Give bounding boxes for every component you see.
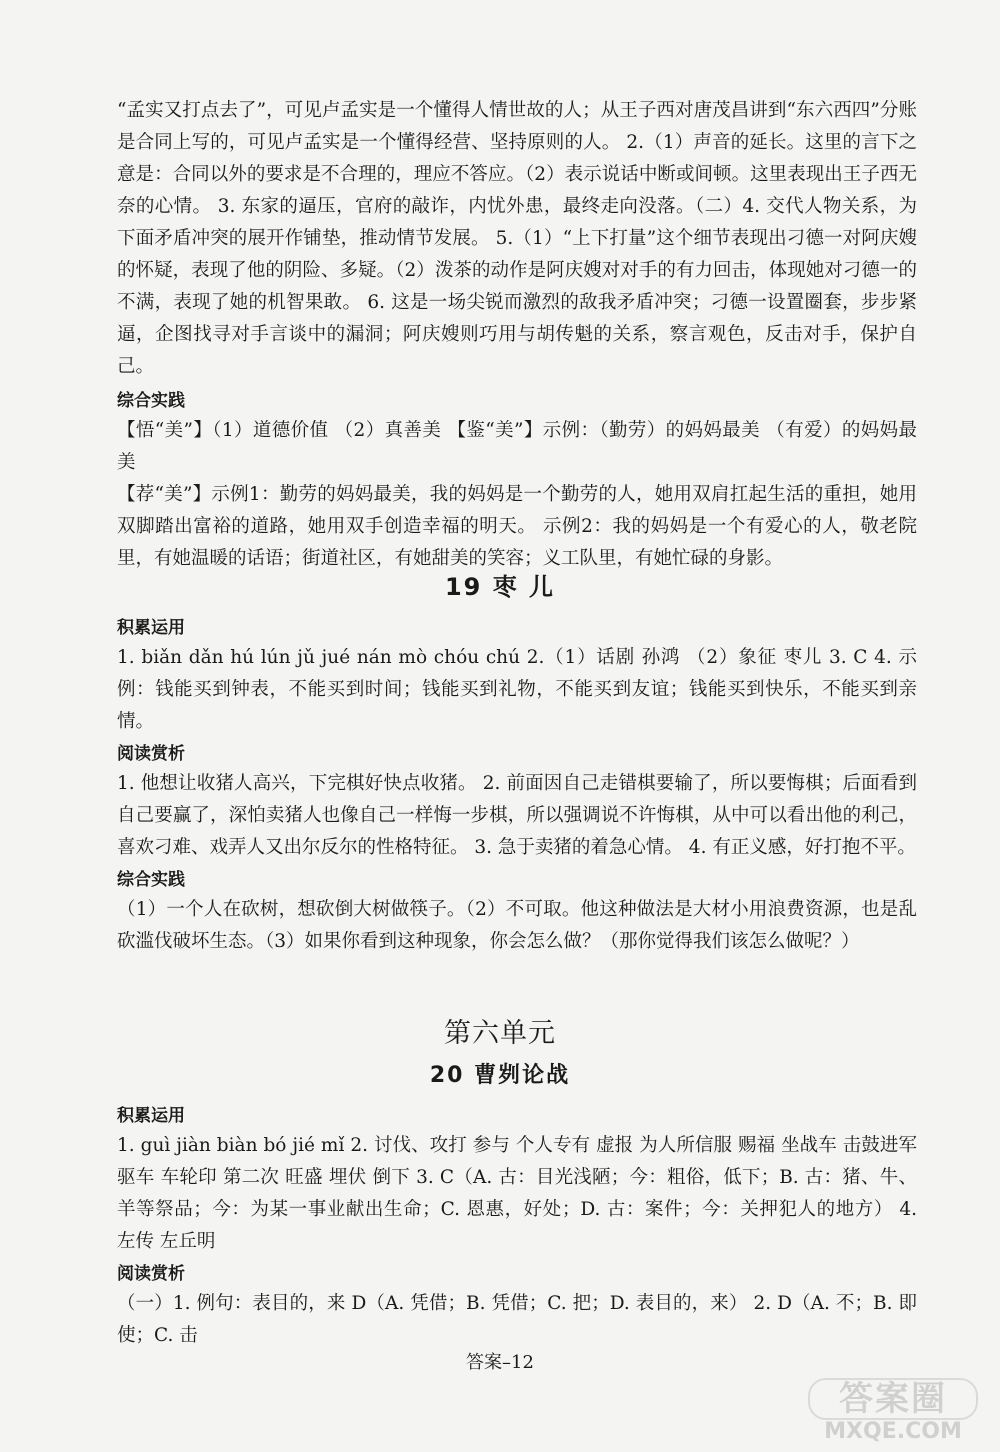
lesson-19-title: 19 枣 儿 xyxy=(444,573,556,601)
answer-paragraph-1: “孟实又打点去了”，可见卢孟实是一个懂得人情世故的人；从王子西对唐茂昌讲到“东六西四”分账是合同上写的，可见卢孟实是一个懂得经营、坚持原则的人。 2.（1）声音的延长。这里的言下之意是：合同以外的要求是不合理的，理应不答应。（2）表示说话中断或间顿。这里表现出王子西无奈的心情。 3. 东家的逼压，官府的敲诈，内忧外患，最终走向没落。（二）4. 交代人物关系，为下面矛盾冲突的展开作铺垫，推动情节发展。 5.（1）“上下打量”这个细节表现出刁德一对阿庆嫂的怀疑，表现了他的阴险、多疑。（2）泼茶的动作是阿庆嫂对对手的有力回击，体现她对刁德一的不满，表现了她的机智果敢。 6. 这是一场尖锐而激烈的敌我矛盾冲突；刁德一设置圈套，步步紧逼，企图找寻对手言谈中的漏洞；阿庆嫂则巧用与胡传魁的关系，察言观色，反击对手，保护自己。 xyxy=(117,100,917,377)
lesson-19-body xyxy=(117,614,917,958)
lesson-20-title: 20 曹刿论战 xyxy=(429,1063,571,1088)
watermark-logo-text: 答案圈 xyxy=(808,1378,978,1420)
practice-paragraph-2: 【荐“美”】示例1：勤劳的妈妈最美，我的妈妈是一个勤劳的人，她用双肩扛起生活的重担，她用双脚踏出富裕的道路，她用双手创造幸福的明天。 示例2：我的妈妈是一个有爱心的人，敬老院里，有她温暖的话语；街道社区，有她甜美的笑容；义工队里，有她忙碌的身影。 xyxy=(117,484,917,569)
section-heading-accumulation: 积累运用 xyxy=(117,618,185,638)
section-heading-practice: 综合实践 xyxy=(117,870,185,890)
section-heading-reading: 阅读赏析 xyxy=(117,744,185,764)
unit-6-title: 第六单元 xyxy=(444,1018,556,1049)
page-number: 答案–12 xyxy=(466,1352,534,1373)
lesson-19-practice: （1）一个人在砍树，想砍倒大树做筷子。（2）不可取。他这种做法是大材小用浪费资源，也是乱砍滥伐破坏生态。（3）如果你看到这种现象，你会怎么做？（那你觉得我们该怎么做呢？） xyxy=(117,899,917,952)
section-heading-practice: 综合实践 xyxy=(117,391,185,411)
practice-line-1: 【悟“美”】（1）道德价值 （2）真善美 【鉴“美”】示例：（勤劳）的妈妈最美 （有爱）的妈妈最美 xyxy=(117,420,917,473)
watermark-logo xyxy=(808,1378,978,1444)
lesson-19-accumulation: 1. biǎn dǎn hú lún jǔ jué nán mò chóu chú 2.（1）话剧 孙鸿 （2）象征 枣儿 3. C 4. 示例：钱能买到钟表，不能买到时间；钱能买到礼物，不能买到友谊；钱能买到快乐，不能买到亲情。 xyxy=(117,647,917,732)
watermark-url: MXQE.COM xyxy=(824,1419,962,1444)
lesson-20-reading: （一）1. 例句：表目的，来 D（A. 凭借；B. 凭借；C. 把；D. 表目的，来） 2. D（A. 不；B. 即使；C. 击 xyxy=(117,1293,917,1346)
section-heading-accumulation: 积累运用 xyxy=(117,1106,185,1126)
continued-answers xyxy=(117,95,917,575)
lesson-20-accumulation: 1. guì jiàn biàn bó jié mǐ 2. 讨伐、攻打 参与 个人专有 虚报 为人所信服 赐福 坐战车 击鼓进军 驱车 车轮印 第二次 旺盛 埋伏 倒下 3. C（A. 古：目光浅陋；今：粗俗，低下；B. 古：猪、牛、羊等祭品；今：为某一事业献出生命；C. 恩惠，好处；D. 古：案件；今：关押犯人的地方） 4. 左传 左丘明 xyxy=(117,1135,917,1252)
section-heading-reading: 阅读赏析 xyxy=(117,1264,185,1284)
lesson-19-reading: 1. 他想让收猪人高兴，下完棋好快点收猪。 2. 前面因自己走错棋要输了，所以要悔棋；后面看到自己要赢了，深怕卖猪人也像自己一样悔一步棋，所以强调说不许悔棋，从中可以看出他的利己，喜欢刁难、戏弄人又出尔反尔的性格特征。 3. 急于卖猪的着急心情。 4. 有正义感，好打抱不平。 xyxy=(117,773,917,858)
lesson-20-body xyxy=(117,1102,917,1352)
